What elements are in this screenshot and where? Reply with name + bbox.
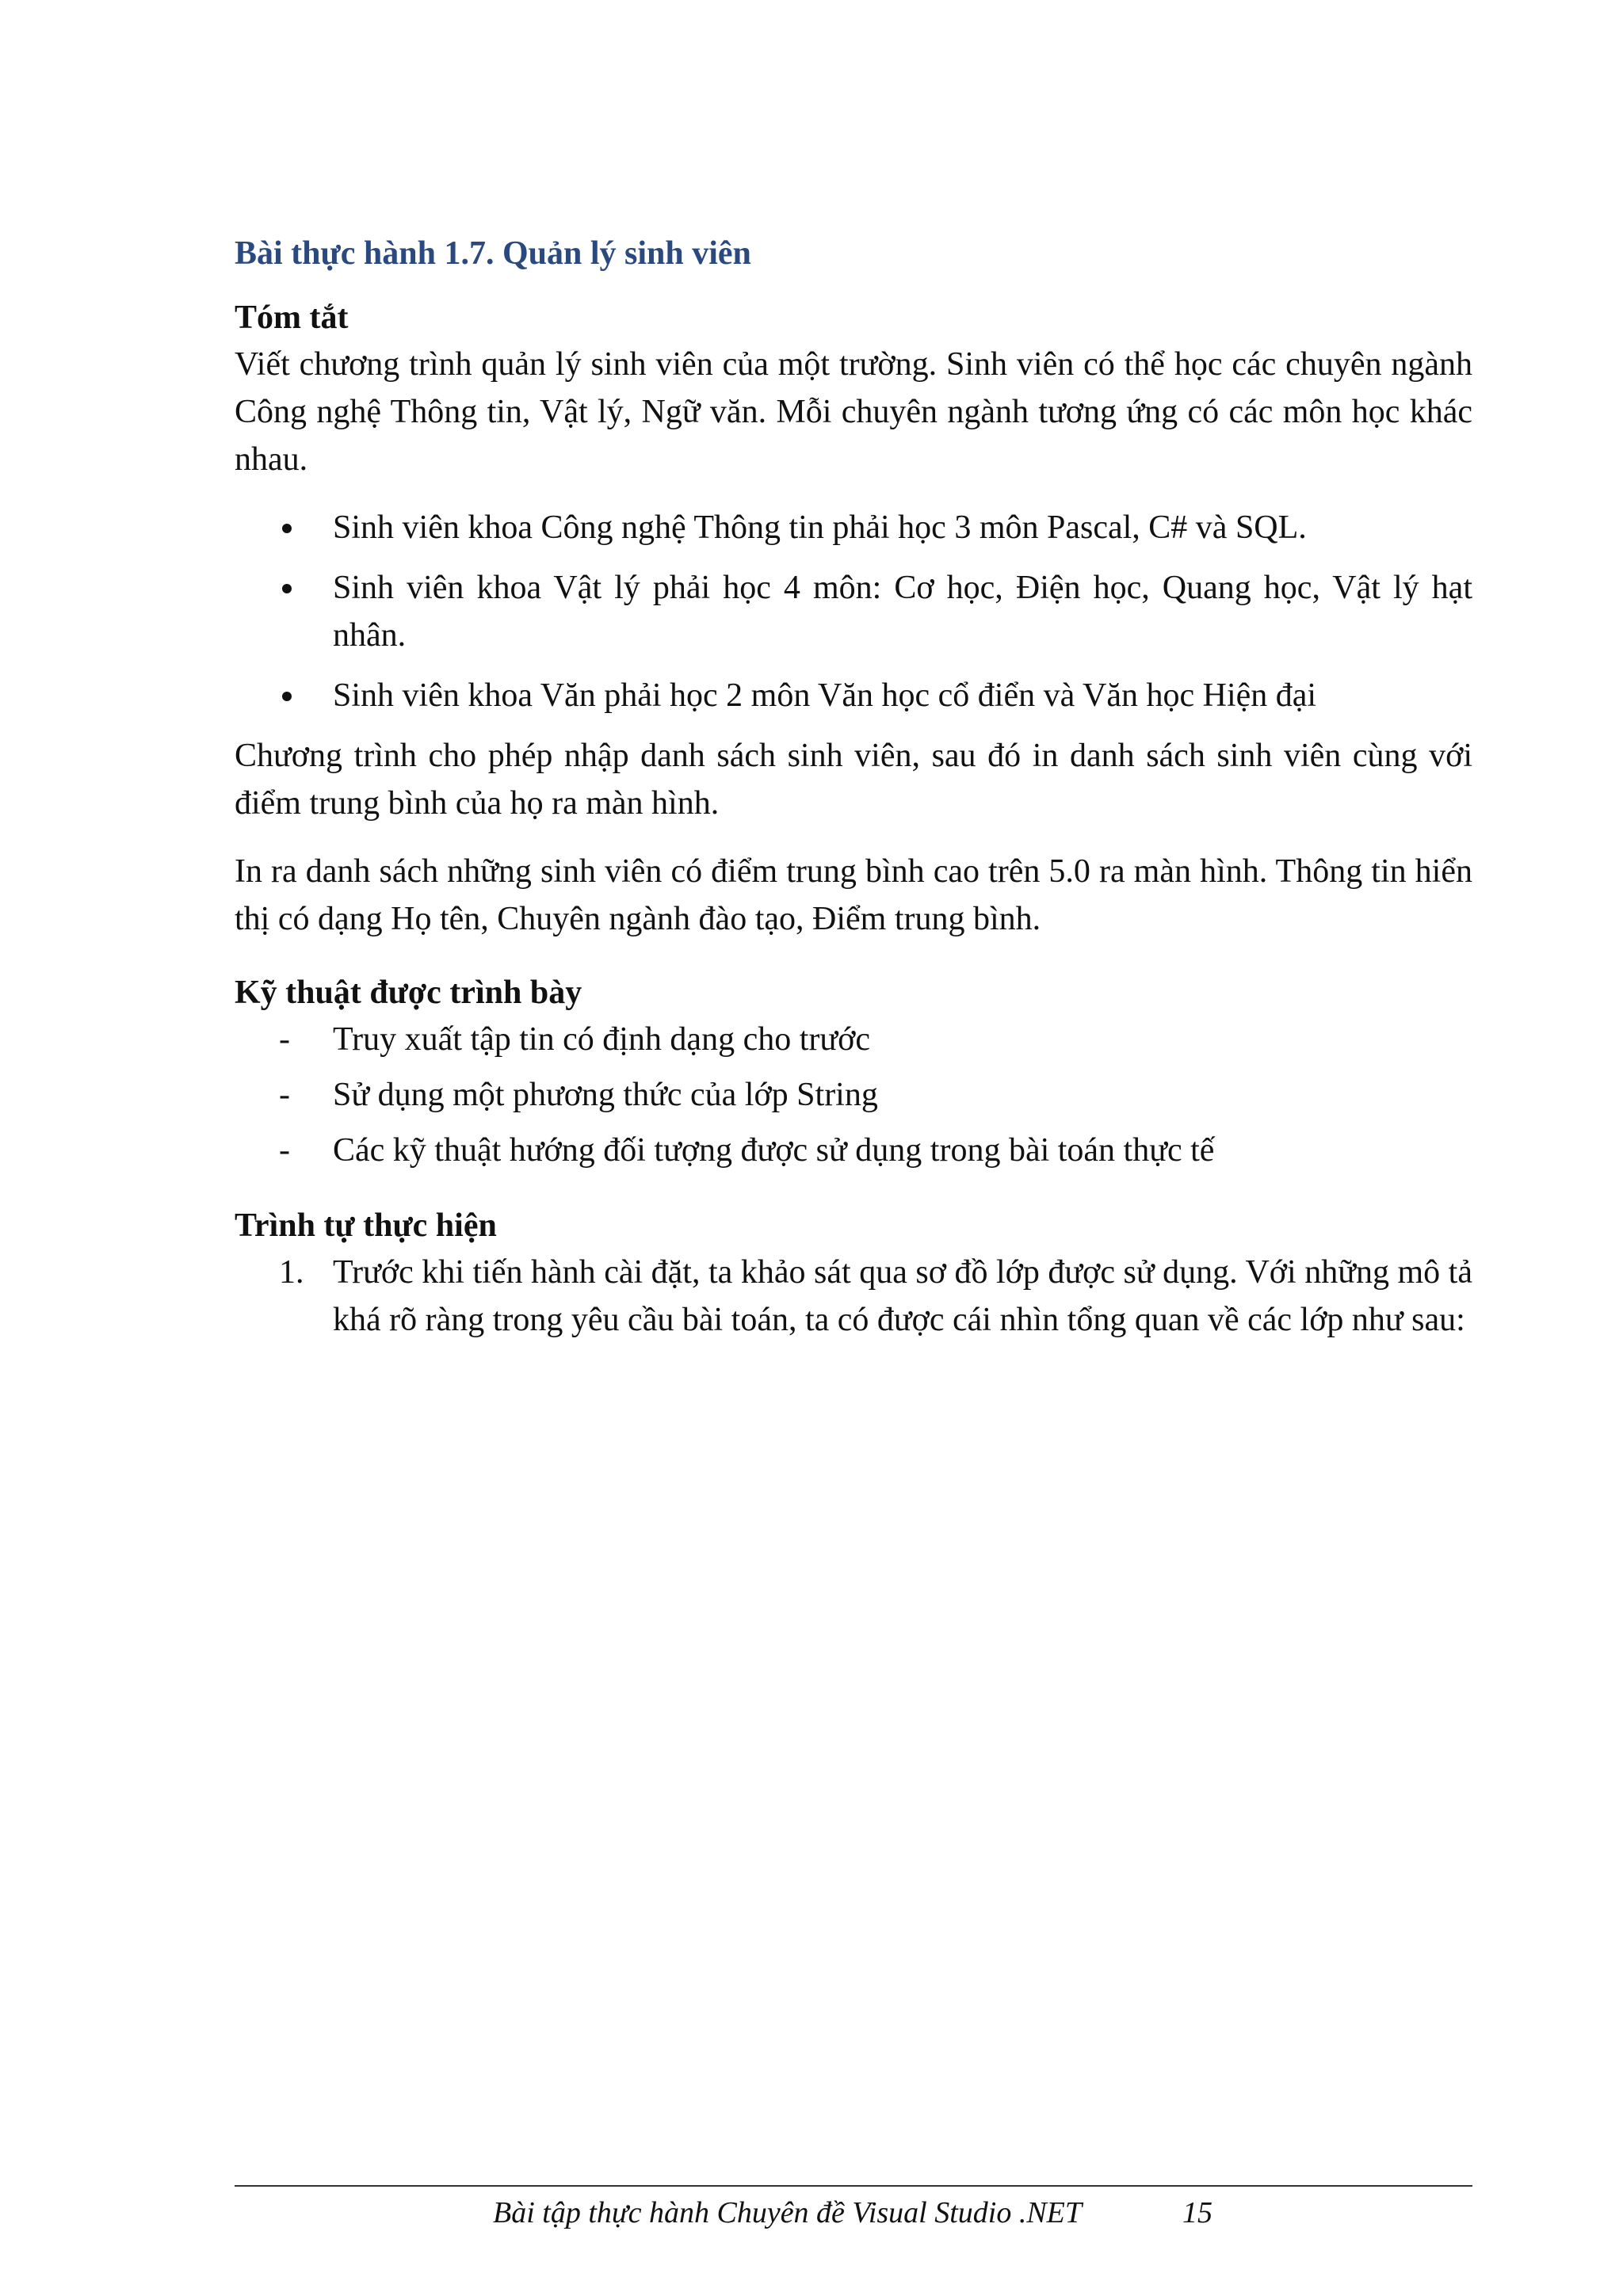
list-item-text: Sinh viên khoa Công nghệ Thông tin phải học 3 môn Pascal, C# và SQL.: [333, 509, 1307, 546]
summary-paragraph-2: Chương trình cho phép nhập danh sách sinh viên, sau đó in danh sách sinh viên cùng với điểm trung bình của họ ra màn hình.: [235, 738, 1472, 822]
step-number: 1.: [279, 1254, 304, 1291]
dash-marker: -: [279, 1132, 290, 1169]
page-content: [235, 230, 1472, 1344]
page-number: 15: [1182, 2196, 1212, 2229]
steps-heading: Trình tự thực hiện: [235, 1207, 497, 1244]
section-title: Bài thực hành 1.7. Quản lý sinh viên: [235, 235, 751, 272]
footer-divider: [235, 2185, 1472, 2187]
list-item-text: Trước khi tiến hành cài đặt, ta khảo sát qua sơ đồ lớp được sử dụng. Với những mô tả khá rõ ràng trong yêu cầu bài toán, ta có được cái nhìn tổng quan về các lớp như sau:: [333, 1254, 1472, 1338]
list-item: [235, 1071, 1472, 1119]
list-item: [235, 1127, 1472, 1174]
summary-paragraph-3: In ra danh sách những sinh viên có điểm trung bình cao trên 5.0 ra màn hình. Thông tin hiển thị có dạng Họ tên, Chuyên ngành đào tạo, Điểm trung bình.: [235, 853, 1472, 937]
techniques-list: [235, 1016, 1472, 1174]
techniques-heading: Kỹ thuật được trình bày: [235, 974, 582, 1011]
list-item-text: Sử dụng một phương thức của lớp String: [333, 1077, 878, 1113]
list-item-text: Sinh viên khoa Văn phải học 2 môn Văn học cổ điển và Văn học Hiện đại: [333, 677, 1317, 714]
dash-marker: -: [279, 1077, 290, 1113]
list-item-text: Truy xuất tập tin có định dạng cho trước: [333, 1021, 870, 1058]
list-item: [235, 1016, 1472, 1063]
list-item-text: Các kỹ thuật hướng đối tượng được sử dụng trong bài toán thực tế: [333, 1132, 1215, 1169]
summary-intro: Viết chương trình quản lý sinh viên của một trường. Sinh viên có thể học các chuyên ngành Công nghệ Thông tin, Vật lý, Ngữ văn. Mỗi chuyên ngành tương ứng có các môn học khác nhau.: [235, 346, 1472, 478]
footer-title: Bài tập thực hành Chuyên đề Visual Studio .NET: [493, 2196, 1083, 2229]
list-item-text: Sinh viên khoa Vật lý phải học 4 môn: Cơ học, Điện học, Quang học, Vật lý hạt nhân.: [333, 570, 1472, 654]
bullet-icon: [282, 584, 292, 593]
summary-heading: Tóm tắt: [235, 299, 349, 336]
subject-bullet-list: [235, 504, 1472, 719]
steps-list: [235, 1249, 1472, 1344]
bullet-icon: [282, 524, 292, 533]
list-item: [235, 504, 1472, 551]
list-item: [235, 564, 1472, 659]
bullet-icon: [282, 692, 292, 701]
list-item: [235, 1249, 1472, 1344]
list-item: [235, 672, 1472, 719]
dash-marker: -: [279, 1021, 290, 1058]
